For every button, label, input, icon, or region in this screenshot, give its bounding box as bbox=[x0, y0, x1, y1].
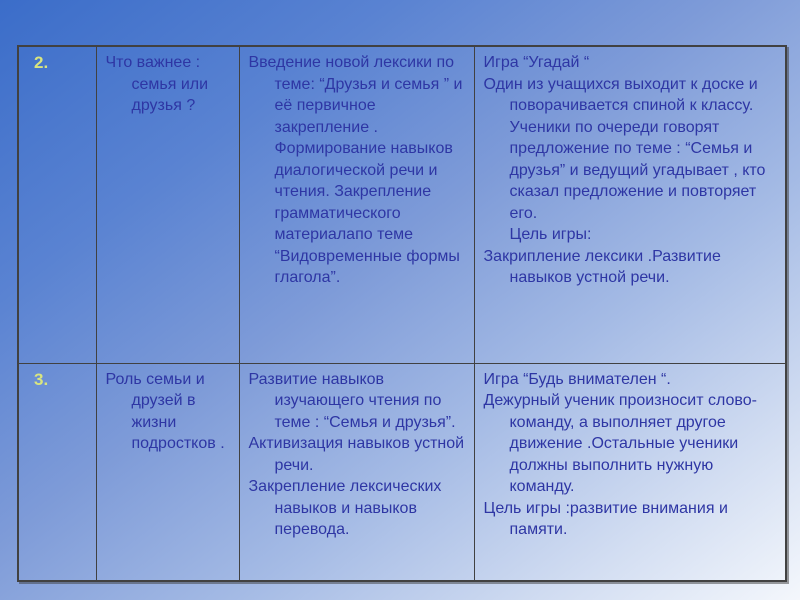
game-title: Игра “Будь внимателен “. bbox=[483, 370, 671, 388]
table-row bbox=[18, 363, 786, 581]
game-title: Игра “Угадай “ bbox=[483, 54, 590, 71]
game-description-paragraph: Дежурный ученик произносит слово-команду, а выполняет другое движение .Остальные ученики должны выполнить нужную команду. bbox=[483, 392, 757, 495]
row-number: 2. bbox=[34, 53, 49, 72]
cell-row-number bbox=[18, 46, 96, 363]
cell-lesson-content bbox=[239, 363, 474, 581]
cell-lesson-content bbox=[239, 46, 474, 363]
lesson-topic: Что важнее : семья или друзья ? bbox=[105, 54, 209, 114]
lesson-topic: Роль семьи и друзей в жизни подростков . bbox=[105, 370, 225, 452]
cell-lesson-topic bbox=[96, 46, 239, 363]
cell-game-description bbox=[474, 46, 786, 363]
game-description-paragraph: Один из учащихся выходит к доске и поворачивается спиной к классу. Ученики по очереди говорят предложение по теме : “Семья и друзья” и ведущий угадывает , кто сказал предложение и повторяет его. bbox=[483, 75, 766, 222]
lesson-content-paragraph: Закрепление лексических навыков и навыков перевода. bbox=[248, 478, 442, 538]
cell-game-description bbox=[474, 363, 786, 581]
lesson-content-paragraph: Активизация навыков устной речи. bbox=[248, 435, 465, 474]
cell-lesson-topic bbox=[96, 363, 239, 581]
lesson-plan-table bbox=[17, 45, 787, 582]
game-goal-label: Цель игры: bbox=[509, 226, 592, 243]
row-number: 3. bbox=[34, 369, 49, 389]
table-row bbox=[18, 46, 786, 363]
cell-row-number bbox=[18, 363, 96, 581]
game-goal-text: Закрипление лексики .Развитие навыков устной речи. bbox=[483, 247, 721, 286]
lesson-content-paragraph: Введение новой лексики по теме: “Друзья и семья ” и её первичное закрепление . Формирование навыков диалогической речи и чтения. Закрепление грамматического материалапо теме “Видовременные формы глагола”. bbox=[248, 54, 463, 286]
game-goal-text: Цель игры :развитие внимания и памяти. bbox=[483, 499, 728, 538]
lesson-content-paragraph: Развитие навыков изучающего чтения по теме : “Семья и друзья”. bbox=[248, 370, 456, 431]
